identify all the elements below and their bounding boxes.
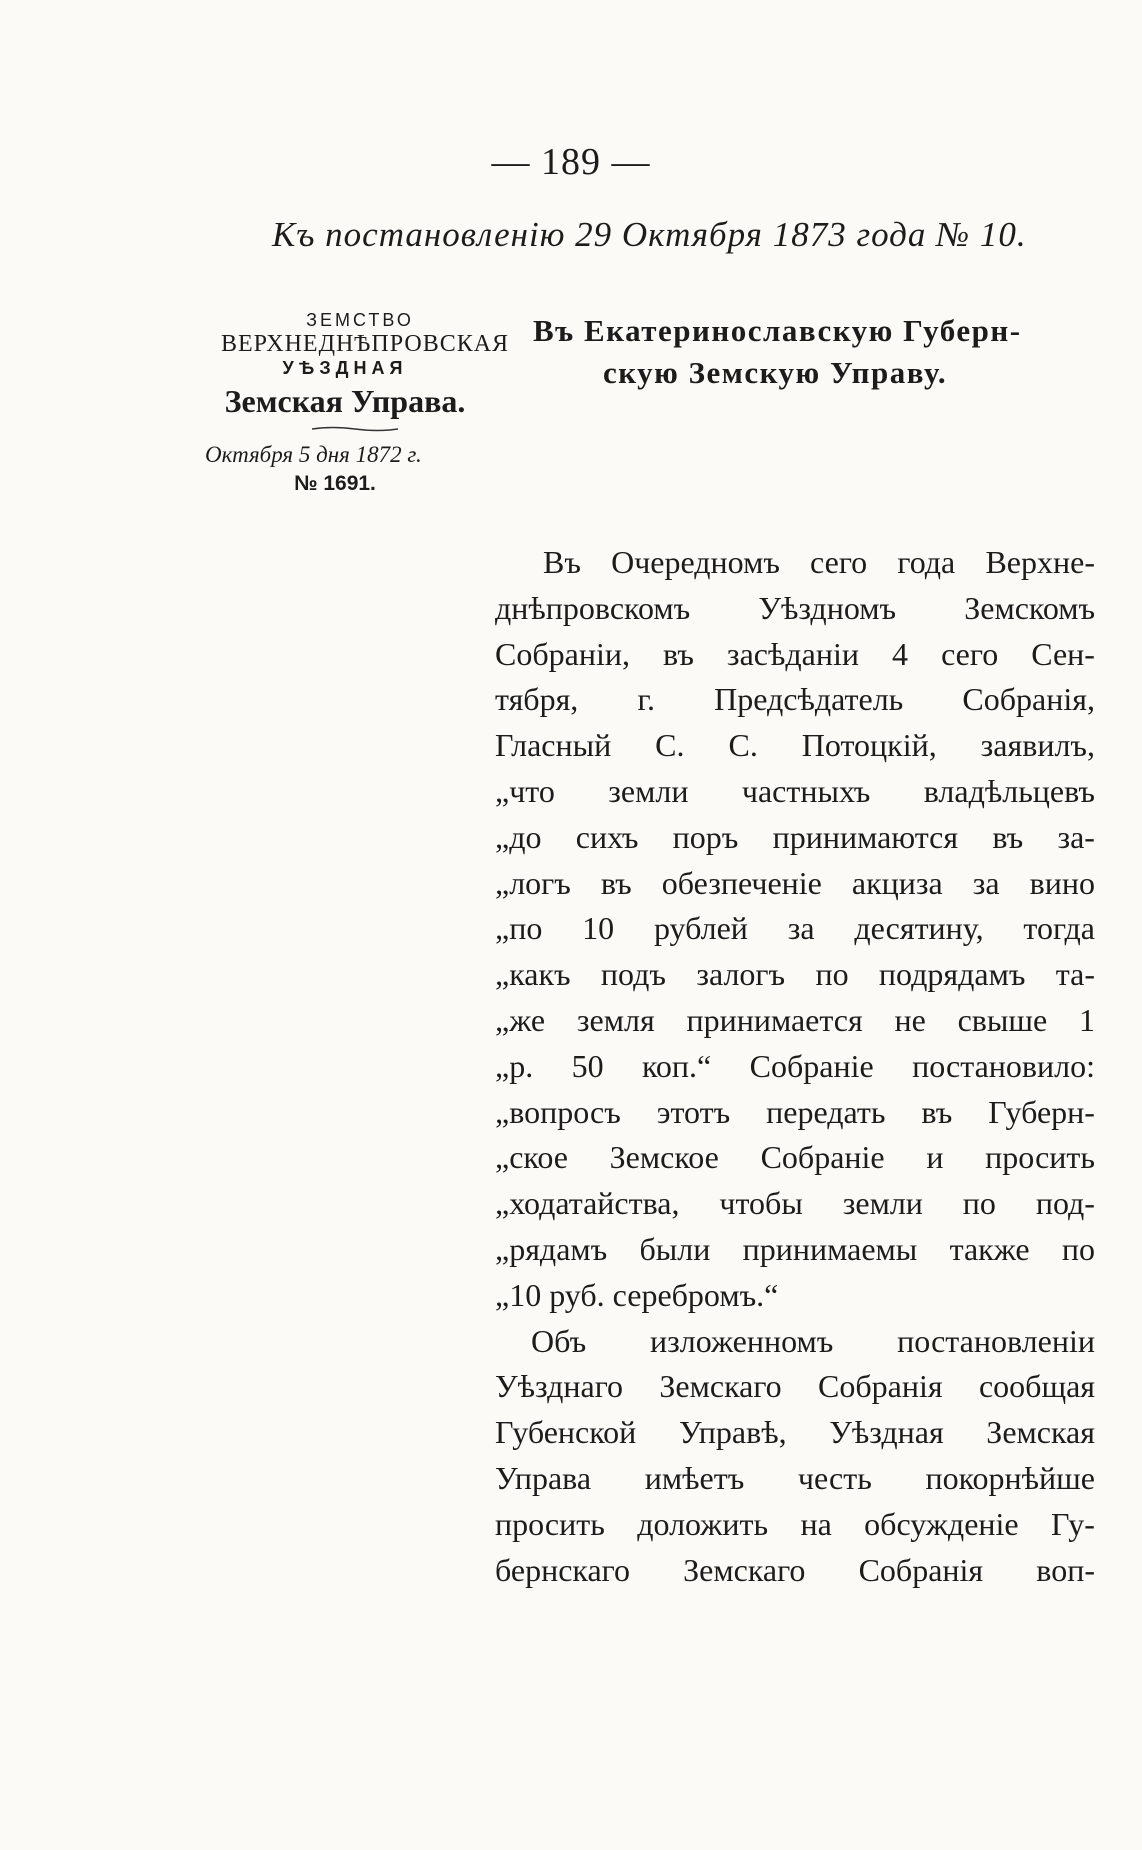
body-word: за	[787, 910, 815, 947]
body-word: также	[949, 1230, 1030, 1267]
body-word: „ское	[495, 1139, 568, 1176]
body-word: Губенской	[495, 1414, 637, 1451]
body-word: сего	[810, 544, 868, 580]
body-word: чтобы	[719, 1185, 803, 1222]
body-line	[495, 723, 1095, 769]
body-line	[495, 815, 1095, 861]
body-word: „10 руб. серебромъ.“	[495, 1276, 779, 1313]
body-word: Потоцкій,	[801, 727, 937, 764]
body-word: тогда	[1023, 910, 1095, 947]
flourish-divider	[310, 426, 400, 432]
sender-number: № 1691.	[294, 472, 376, 495]
body-line	[495, 1548, 1095, 1594]
body-word: „же	[495, 1001, 546, 1038]
body-word: 50	[571, 1047, 604, 1084]
body-word: передать	[766, 1093, 886, 1130]
body-line	[495, 769, 1095, 815]
body-word: просить	[495, 1505, 605, 1542]
body-word: сихъ	[575, 818, 639, 855]
body-word: Земское	[609, 1139, 719, 1176]
recipient-block	[533, 310, 1093, 394]
body-word: Сен-	[1031, 635, 1095, 672]
body-word: Земскомъ	[964, 589, 1095, 626]
body-word: вино	[1029, 864, 1095, 901]
body-word: за-	[1057, 818, 1095, 855]
body-word: коп.“	[641, 1047, 712, 1084]
body-line	[495, 586, 1095, 632]
body-word: обезпеченіе	[661, 864, 822, 901]
body-line	[495, 540, 1095, 586]
body-word: Собраніи,	[495, 635, 630, 672]
body-word: честь	[797, 1459, 872, 1496]
body-word: сего	[941, 635, 999, 672]
body-word: не	[894, 1001, 926, 1038]
body-word: Гласный	[495, 727, 612, 764]
body-word: Земская	[986, 1414, 1095, 1451]
body-word: 4	[892, 635, 909, 672]
body-word: Верхне-	[985, 544, 1095, 580]
body-word: „р.	[495, 1047, 534, 1084]
recipient-line-1: Въ Екатеринославскую Губерн-	[533, 313, 1022, 348]
body-word: постановленіи	[897, 1322, 1095, 1359]
body-word: просить	[985, 1139, 1095, 1176]
body-line	[495, 1044, 1095, 1090]
body-word: Уѣздномъ	[758, 589, 897, 626]
body-word: Предсѣдатель	[714, 681, 904, 718]
body-word: засѣданіи	[726, 635, 859, 672]
body-word: земля	[576, 1001, 655, 1038]
body-word: воп-	[1036, 1551, 1095, 1588]
body-word: Уѣзднаго	[495, 1368, 624, 1405]
body-line	[495, 1319, 1095, 1365]
body-word: этотъ	[656, 1093, 731, 1130]
body-word: Уѣздная	[829, 1414, 944, 1451]
body-word: подъ	[600, 956, 666, 993]
body-word: залогъ	[696, 956, 786, 993]
body-word: С.	[728, 727, 758, 764]
body-word: въ	[921, 1093, 953, 1130]
body-line	[495, 1135, 1095, 1181]
body-line	[495, 1090, 1095, 1136]
body-word: имѣетъ	[644, 1459, 745, 1496]
body-line	[495, 861, 1095, 907]
body-word: частныхъ	[741, 772, 871, 809]
body-word: сообщая	[978, 1368, 1095, 1405]
body-word: Гу-	[1051, 1505, 1095, 1542]
body-word: земли	[608, 772, 689, 809]
body-word: принимаемы	[742, 1230, 918, 1267]
body-word: по	[1061, 1230, 1095, 1267]
body-word: принимаются	[772, 818, 959, 855]
body-word: подрядамъ	[878, 956, 1026, 993]
body-word: владѣльцевъ	[923, 772, 1095, 809]
body-word: Губерн-	[988, 1093, 1095, 1130]
body-word: свыше	[957, 1001, 1048, 1038]
body-word: 1	[1079, 1001, 1095, 1038]
body-word: по	[962, 1185, 996, 1222]
body-word: Земскаго	[683, 1551, 806, 1588]
body-line	[495, 952, 1095, 998]
sender-uprava: Земская Управа.	[224, 383, 466, 419]
body-word: Земскаго	[659, 1368, 782, 1405]
body-word: тября,	[495, 681, 579, 718]
body-word: были	[639, 1230, 711, 1267]
body-word: бернскаго	[495, 1551, 630, 1588]
body-word: въ	[600, 864, 632, 901]
body-line	[495, 906, 1095, 952]
body-line	[495, 1364, 1095, 1410]
body-line	[495, 998, 1095, 1044]
body-word: Собранія,	[962, 681, 1095, 718]
body-word: „что	[495, 772, 555, 809]
body-word: „вопросъ	[495, 1093, 621, 1130]
body-line	[495, 1502, 1095, 1548]
body-word: поръ	[672, 818, 739, 855]
body-word: „по	[495, 910, 543, 947]
body-word: Управа	[495, 1459, 592, 1496]
body-word: рублей	[653, 910, 748, 947]
body-word: Собраніе	[749, 1047, 874, 1084]
body-word: принимается	[686, 1001, 863, 1038]
page-number: — 189 —	[491, 141, 651, 183]
body-line	[495, 632, 1095, 678]
resolution-heading: Къ постановленію 29 Октября 1873 года № 10.	[272, 215, 1027, 254]
body-word: года	[897, 544, 956, 580]
body-word: въ	[663, 635, 694, 672]
body-word: десятину,	[854, 910, 984, 947]
body-word: Собранія	[818, 1368, 943, 1405]
body-word: „ходатайства,	[495, 1185, 680, 1222]
body-word: изложенномъ	[650, 1322, 834, 1359]
body-word: обсужденіе	[864, 1505, 1019, 1542]
body-word: за	[972, 864, 1000, 901]
body-word: Управѣ,	[678, 1414, 787, 1451]
body-line	[495, 1227, 1095, 1273]
body-word: С.	[655, 727, 685, 764]
body-word: акциза	[851, 864, 943, 901]
body-line	[495, 677, 1095, 723]
body-line	[495, 1410, 1095, 1456]
body-word: г.	[637, 681, 655, 718]
body-word: „рядамъ	[495, 1230, 608, 1267]
body-word: Очередномъ	[611, 544, 780, 580]
sender-district: ВЕРХНЕДНѢПРОВСКАЯ	[220, 331, 510, 357]
body-word: заявилъ,	[980, 727, 1095, 764]
sender-uezd: УѢЗДНАЯ	[282, 358, 408, 378]
body-word: 10	[582, 910, 615, 947]
body-line	[495, 1181, 1095, 1227]
body-word: „до	[495, 818, 542, 855]
letter-body	[495, 540, 1095, 1593]
body-word: „логъ	[495, 864, 571, 901]
body-word: доложить	[637, 1505, 769, 1542]
body-line	[495, 1273, 1095, 1319]
body-word: и	[926, 1139, 944, 1176]
body-word: покорнѣйше	[925, 1459, 1095, 1496]
recipient-line-2: скую Земскую Управу.	[603, 355, 948, 390]
body-word: Собраніе	[760, 1139, 885, 1176]
sender-zemstvo: ЗЕМСТВО	[306, 310, 414, 330]
sender-date: Октября 5 дня 1872 г.	[205, 442, 422, 467]
body-word: Собранія	[858, 1551, 984, 1588]
body-word: земли	[842, 1185, 923, 1222]
body-line	[495, 1456, 1095, 1502]
body-word: та-	[1055, 956, 1095, 993]
body-word: постановило:	[912, 1047, 1095, 1084]
body-word: под-	[1035, 1185, 1095, 1222]
body-word: по	[815, 956, 849, 993]
body-word: днѣпровскомъ	[495, 589, 691, 626]
body-word: въ	[992, 818, 1024, 855]
sender-block	[205, 310, 525, 496]
body-word: Объ	[531, 1322, 587, 1359]
body-word: „какъ	[495, 956, 571, 993]
body-word: на	[800, 1505, 832, 1542]
body-word: Въ	[543, 544, 581, 580]
